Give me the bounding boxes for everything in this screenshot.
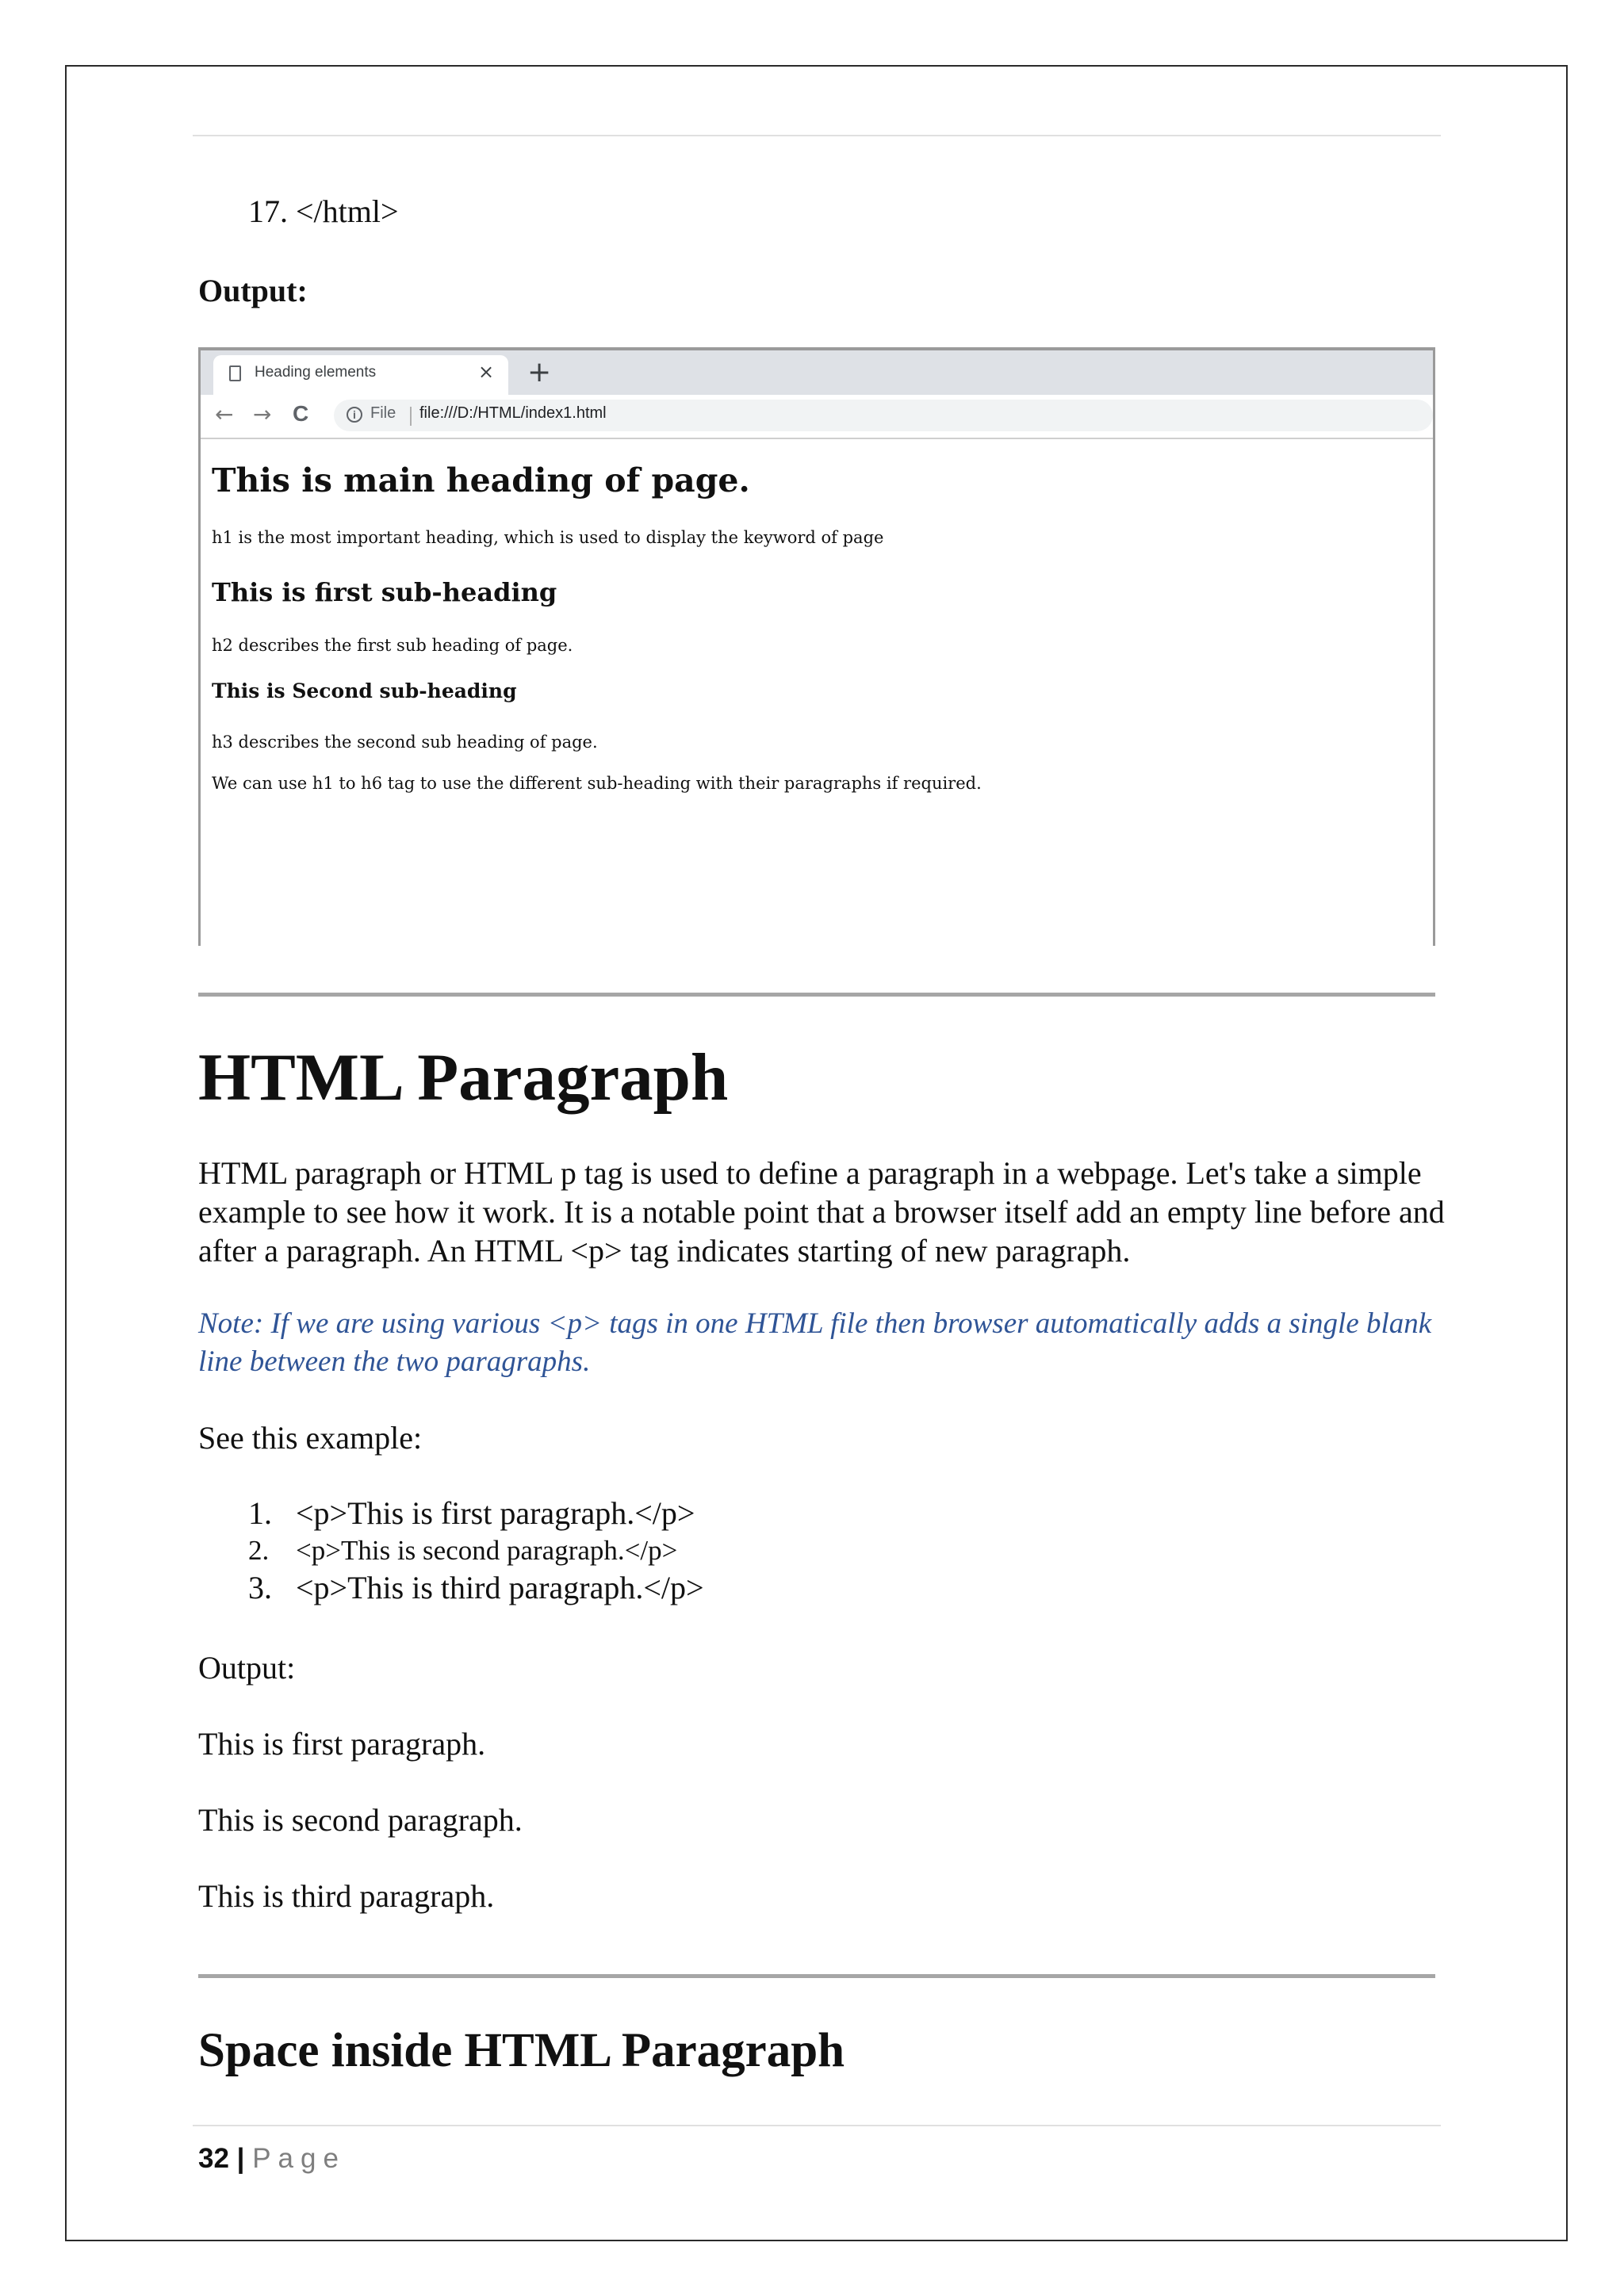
output-label: Output:: [198, 273, 308, 308]
code-line: 1. <p>This is first paragraph.</p>: [248, 1495, 695, 1531]
file-label: File: [370, 404, 396, 422]
navigation-bar: [201, 395, 1433, 439]
code-line: 3. <p>This is third paragraph.</p>: [248, 1570, 704, 1605]
section-divider: [198, 993, 1435, 997]
footer-rule: [193, 2125, 1441, 2126]
page-number: 32: [198, 2143, 229, 2174]
code-example-list: [248, 1494, 704, 1606]
section-divider: [198, 1974, 1435, 1978]
note-text: Note: If we are using various <p> tags in one HTML file then browser automatically adds a single blank line between the two paragraphs.: [198, 1307, 1432, 1378]
reload-icon[interactable]: C: [293, 401, 309, 426]
page-h3: This is Second sub-heading: [212, 679, 517, 702]
section-body: HTML paragraph or HTML p tag is used to define a paragraph in a webpage. Let's take a simple example to see how it work. It is a notable point that a browser itself add an empty line before and after a paragraph. An HTML <p> tag indicates starting of new paragraph.: [198, 1155, 1445, 1269]
browser-tab[interactable]: [213, 355, 508, 395]
browser-screenshot: [198, 347, 1435, 946]
page-paragraph-1: h1 is the most important heading, which is used to display the keyword of page: [212, 528, 884, 547]
footer-separator: |: [228, 2143, 253, 2174]
section-heading: HTML Paragraph: [198, 1040, 729, 1115]
page-paragraph-4: We can use h1 to h6 tag to use the different sub-heading with their paragraphs if required.: [212, 774, 982, 793]
page-label: Page: [252, 2143, 346, 2174]
back-icon[interactable]: ←: [215, 401, 234, 427]
info-icon[interactable]: i: [347, 407, 362, 423]
tab-title: Heading elements: [255, 364, 377, 381]
page-footer: [198, 2143, 346, 2175]
header-rule: [193, 135, 1441, 136]
output-paragraph: This is third paragraph.: [198, 1878, 495, 1914]
close-icon[interactable]: ×: [478, 361, 495, 383]
new-tab-icon[interactable]: +: [527, 356, 552, 388]
output-paragraph: This is second paragraph.: [198, 1802, 523, 1838]
divider: [410, 407, 412, 426]
next-section-heading: Space inside HTML Paragraph: [198, 2024, 845, 2077]
url-text[interactable]: file:///D:/HTML/index1.html: [419, 404, 607, 422]
address-bar[interactable]: [334, 400, 1433, 431]
page-h1: This is main heading of page.: [212, 461, 750, 499]
code-line: 2. <p>This is second paragraph.</p>: [248, 1535, 678, 1566]
page-paragraph-2: h2 describes the first sub heading of page.: [212, 636, 573, 655]
code-line-17: 17. </html>: [248, 193, 399, 229]
page-h2: This is first sub-heading: [212, 577, 557, 607]
tab-bar: [201, 350, 1433, 395]
output-label-2: Output:: [198, 1650, 296, 1686]
page-paragraph-3: h3 describes the second sub heading of page.: [212, 733, 598, 752]
see-example-label: See this example:: [198, 1420, 423, 1456]
document-icon: [229, 365, 241, 381]
forward-icon[interactable]: →: [253, 401, 272, 427]
output-paragraph: This is first paragraph.: [198, 1726, 486, 1762]
